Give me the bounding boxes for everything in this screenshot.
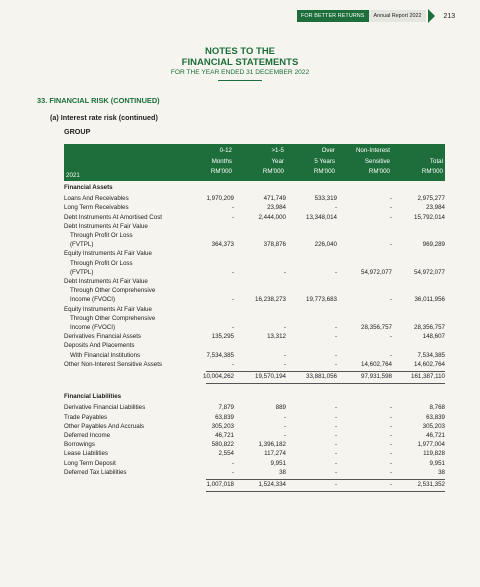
liability-row-label: Derivative Financial Liabilities — [64, 404, 146, 412]
asset-row-label: Long Term Receivables — [64, 204, 129, 212]
assets-total-col4: 97,931,598 — [361, 373, 392, 380]
asset-row-col5: 969,289 — [422, 241, 445, 249]
asset-row-label: Loans And Receivables — [64, 195, 129, 203]
liability-row-label: Deferred Income — [64, 432, 111, 439]
liabilities-heading: Financial Liabilities — [64, 393, 122, 401]
page-header — [297, 9, 455, 23]
assets-total-col3: 33,881,056 — [306, 373, 337, 380]
liability-row-col2: 117,274 — [264, 450, 286, 458]
asset-row-col4: - — [389, 241, 392, 249]
liability-row-col2: 1,396,182 — [258, 441, 286, 449]
liability-row-col3: - — [334, 404, 337, 412]
liability-row-col4: - — [389, 441, 392, 449]
page-subtitle: FOR THE YEAR ENDED 31 DECEMBER 2022 — [170, 69, 310, 76]
liability-row-col5: 38 — [438, 468, 445, 476]
liability-row-label: Other Payables And Accruals — [64, 422, 145, 430]
asset-row-col3: 19,773,683 — [306, 296, 337, 304]
page-number: 213 — [443, 12, 456, 20]
asset-row-col3: 13,348,014 — [306, 213, 337, 221]
asset-row-col3: - — [334, 268, 337, 276]
liabilities-total-col4: - — [389, 481, 392, 488]
liability-row-col1: 7,879 — [218, 404, 234, 412]
column-header-2: >1-5 — [271, 147, 284, 154]
asset-row-col2: 23,984 — [267, 204, 286, 212]
table-header — [64, 144, 445, 181]
asset-row-label: Through Profit Or Loss — [70, 259, 133, 267]
liability-row-col3: - — [334, 459, 337, 467]
assets-total-col1: 10,004,262 — [203, 373, 234, 380]
asset-row-label: Equity Instruments At Fair Value — [64, 305, 152, 313]
assets-heading: Financial Assets — [64, 184, 113, 191]
asset-row-col2: - — [283, 351, 286, 359]
asset-row-col1: 1,970,209 — [206, 195, 234, 203]
asset-row-label: (FVTPL) — [70, 241, 94, 249]
liability-row-col3: - — [334, 432, 337, 439]
asset-row-col4: - — [389, 296, 392, 304]
column-header-2: RM'000 — [262, 168, 284, 175]
asset-row-label: With Financial Institutions — [70, 351, 141, 359]
liabilities-total-col2: 1,524,334 — [258, 481, 286, 488]
asset-row-col4: - — [389, 195, 392, 203]
liability-row-col5: 305,203 — [422, 422, 445, 430]
asset-row-col1: 135,295 — [211, 333, 234, 341]
asset-row-col2: - — [283, 324, 286, 331]
column-header-1: RM'000 — [210, 168, 232, 175]
liability-row-col1: 63,839 — [215, 413, 234, 421]
asset-row-col2: 16,238,273 — [255, 296, 286, 304]
liability-row-col1: 46,721 — [215, 432, 234, 439]
asset-row-label: Debt Instruments At Amortised Cost — [64, 213, 163, 221]
asset-row-label: Equity Instruments At Fair Value — [64, 250, 152, 258]
liability-row-col1: 305,203 — [211, 422, 234, 430]
liability-row-col3: - — [334, 422, 337, 430]
subsection-heading: (a) Interest rate risk (continued) — [50, 113, 158, 122]
asset-row-label: Derivatives Financial Assets — [64, 333, 142, 341]
asset-row-label: Through Other Comprehensive — [70, 287, 156, 295]
liability-row-label: Borrowings — [64, 441, 95, 449]
asset-row-label: (FVTPL) — [70, 268, 94, 276]
liability-row-col2: - — [283, 422, 286, 430]
asset-row-col1: - — [231, 204, 234, 212]
chevron-right-icon — [428, 9, 435, 23]
liability-row-label: Trade Payables — [64, 413, 108, 421]
column-header-2: Year — [271, 157, 284, 165]
liability-row-col1: 2,554 — [218, 450, 234, 458]
total-rule — [206, 479, 445, 480]
asset-row-col1: - — [231, 268, 234, 276]
asset-row-col3: - — [334, 324, 337, 331]
liability-row-col4: - — [389, 468, 392, 476]
liability-row-col4: - — [389, 459, 392, 467]
asset-row-col3: - — [334, 351, 337, 359]
liability-row-col2: 889 — [275, 404, 286, 412]
column-header-4: Sensitive — [364, 157, 390, 165]
asset-row-col3: 226,040 — [314, 241, 337, 249]
liability-row-label: Long Term Deposit — [64, 459, 116, 467]
asset-row-col2: 2,444,000 — [258, 213, 286, 221]
section-heading: 33. FINANCIAL RISK (CONTINUED) — [37, 96, 160, 105]
liabilities-total-col3: - — [334, 481, 337, 488]
liability-row-col3: - — [334, 450, 337, 458]
column-header-3: 5 Years — [314, 157, 335, 165]
column-header-4: RM'000 — [368, 168, 390, 175]
asset-row-col1: - — [231, 360, 234, 368]
asset-row-col3: 533,319 — [314, 195, 337, 203]
total-rule — [206, 383, 445, 384]
assets-total-col2: 19,570,194 — [255, 373, 286, 380]
asset-row-label: Income (FVOCI) — [70, 324, 116, 331]
asset-row-col1: - — [231, 324, 234, 331]
header-tag: FOR BETTER RETURNS — [297, 10, 369, 22]
asset-row-col2: - — [283, 268, 286, 276]
asset-row-label: Debt Instruments At Fair Value — [64, 222, 148, 230]
column-header-3: RM'000 — [313, 168, 335, 175]
liability-row-col3: - — [334, 413, 337, 421]
column-header-1: Months — [211, 157, 232, 165]
assets-total-col5: 161,387,110 — [411, 373, 445, 380]
asset-row-col2: 13,312 — [267, 333, 286, 341]
liability-row-col5: 46,721 — [426, 432, 445, 439]
liability-row-col5: 1,977,004 — [417, 441, 445, 449]
liability-row-label: Lease Liabilities — [64, 450, 109, 458]
total-rule — [206, 491, 445, 492]
liability-row-col4: - — [389, 413, 392, 421]
asset-row-col5: 54,972,077 — [414, 268, 445, 276]
liability-row-col5: 63,839 — [426, 413, 445, 421]
asset-row-col5: 36,011,956 — [414, 296, 445, 304]
liability-row-col5: 9,951 — [429, 459, 445, 467]
liability-row-col2: - — [283, 413, 286, 421]
asset-row-col5: 15,792,014 — [414, 213, 445, 221]
liabilities-total-col5: 2,531,352 — [417, 481, 445, 488]
liability-row-col2: - — [283, 432, 286, 439]
asset-row-col1: 7,534,385 — [206, 351, 234, 359]
asset-row-col3: - — [334, 333, 337, 341]
liability-row-col2: 9,951 — [270, 459, 286, 467]
title-divider — [218, 80, 262, 81]
asset-row-col4: 54,972,077 — [361, 268, 392, 276]
asset-row-label: Income (FVOCI) — [70, 296, 116, 304]
asset-row-col5: 148,607 — [422, 333, 445, 341]
liability-row-label: Deferred Tax Liabilities — [64, 468, 127, 476]
asset-row-col4: 28,356,757 — [361, 324, 392, 331]
total-rule — [206, 371, 445, 372]
liabilities-total-col1: 1,007,018 — [206, 481, 234, 488]
asset-row-col2: 471,749 — [263, 195, 286, 203]
asset-row-col2: - — [283, 360, 286, 368]
asset-row-col1: - — [231, 213, 234, 221]
asset-row-col2: 378,876 — [263, 241, 286, 249]
asset-row-col4: - — [389, 351, 392, 359]
asset-row-col5: 23,984 — [426, 204, 445, 212]
asset-row-label: Through Other Comprehensive — [70, 314, 156, 322]
asset-row-col5: 28,356,757 — [414, 324, 445, 331]
asset-row-col4: - — [389, 204, 392, 212]
asset-row-col3: - — [334, 204, 337, 212]
liability-row-col4: - — [389, 450, 392, 458]
liability-row-col4: - — [389, 432, 392, 439]
group-heading: GROUP — [64, 127, 91, 136]
column-header-4: Non-Interest — [355, 147, 390, 154]
column-header-5: Total — [429, 157, 443, 165]
asset-row-label: Debt Instruments At Fair Value — [64, 278, 148, 285]
asset-row-col4: - — [389, 333, 392, 341]
asset-row-col4: 14,602,764 — [361, 360, 392, 368]
liability-row-col3: - — [334, 441, 337, 449]
liability-row-col4: - — [389, 404, 392, 412]
column-header-5: RM'000 — [421, 168, 443, 175]
column-header-1: 0-12 — [219, 147, 232, 154]
liability-row-col5: 8,768 — [429, 404, 445, 412]
asset-row-col5: 14,602,764 — [414, 360, 445, 368]
asset-row-col4: - — [389, 213, 392, 221]
asset-row-label: Other Non-Interest Sensitive Assets — [64, 360, 163, 368]
page-title-line2: FINANCIAL STATEMENTS — [181, 57, 299, 68]
asset-row-col3: - — [334, 360, 337, 368]
asset-row-col1: 364,373 — [211, 241, 234, 249]
liability-row-col2: 38 — [279, 468, 286, 476]
liability-row-col1: 580,822 — [211, 441, 234, 449]
asset-row-label: Through Profit Or Loss — [70, 232, 133, 239]
liability-row-col5: 119,828 — [423, 450, 445, 458]
liability-row-col3: - — [334, 468, 337, 476]
column-header-3: Over — [321, 147, 335, 154]
asset-row-label: Deposits And Placements — [64, 342, 135, 350]
asset-row-col1: - — [231, 296, 234, 304]
liability-row-col1: - — [231, 459, 234, 467]
liability-row-col1: - — [231, 468, 234, 476]
asset-row-col5: 2,975,277 — [417, 195, 445, 203]
page-title-line1: NOTES TO THE — [204, 46, 276, 57]
year-label: 2021 — [66, 172, 80, 179]
asset-row-col5: 7,534,385 — [417, 351, 445, 359]
header-report: Annual Report 2022 — [369, 10, 427, 22]
liability-row-col4: - — [389, 422, 392, 430]
